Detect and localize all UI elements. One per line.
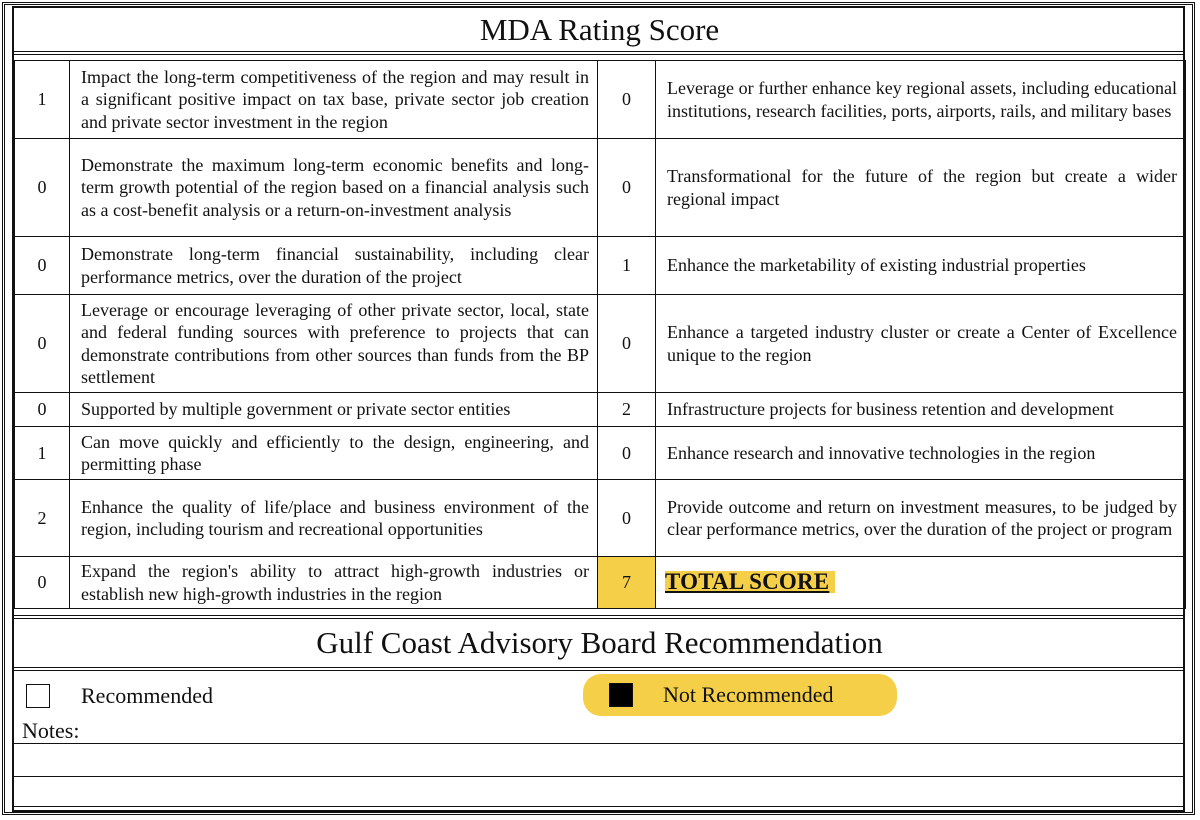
recommended-label: Recommended [81,683,213,708]
table-row [15,557,1186,609]
not-recommended-option[interactable] [583,674,897,716]
left-criterion: Supported by multiple government or private sector entities [70,393,598,427]
page-title: MDA Rating Score [14,8,1185,55]
recommended-checkbox[interactable] [26,684,50,708]
table-row [15,237,1186,295]
left-criterion: Enhance the quality of life/place and business environment of the region, including tourism and recreational opportunities [70,480,598,557]
right-score: 1 [598,237,656,295]
recommended-option[interactable] [26,676,213,716]
left-criterion: Impact the long-term competitiveness of the region and may result in a significant positive impact on tax base, private sector job creation and private sector investment in the region [70,61,598,139]
left-criterion: Demonstrate long-term financial sustainability, including clear performance metrics, over the duration of the project [70,237,598,295]
table-row [15,393,1186,427]
left-score: 1 [15,427,70,480]
left-criterion: Demonstrate the maximum long-term economic benefits and long-term growth potential of the region based on a financial analysis such as a cost-benefit analysis or a return-on-investment analysis [70,139,598,237]
not-recommended-label: Not Recommended [663,682,834,707]
left-score: 0 [15,393,70,427]
table-row [15,61,1186,139]
right-criterion: Leverage or further enhance key regional assets, including educational institutions, research facilities, ports, airports, rails, and military bases [656,61,1186,139]
table-row [15,480,1186,557]
left-criterion: Leverage or encourage leveraging of other private sector, local, state and federal funding sources with preference to projects that can demonstrate contributions from other sources than funds from the BP settlement [70,295,598,393]
recommendation-title: Gulf Coast Advisory Board Recommendation [14,615,1185,671]
total-score-cell [656,557,1186,609]
right-criterion: Infrastructure projects for business retention and development [656,393,1186,427]
left-score: 2 [15,480,70,557]
notes-line [14,776,1185,777]
not-recommended-checkbox[interactable] [609,683,633,707]
left-score: 1 [15,61,70,139]
notes-line [14,806,1185,807]
left-score: 0 [15,557,70,609]
total-score-value: 7 [598,557,656,609]
notes-label: Notes: [22,718,80,743]
right-criterion: Enhance the marketability of existing industrial properties [656,237,1186,295]
right-score: 0 [598,61,656,139]
notes-line [14,743,1185,744]
total-score-label: TOTAL SCORE [665,571,835,594]
right-criterion: Transformational for the future of the region but create a wider regional impact [656,139,1186,237]
left-score: 0 [15,237,70,295]
table-row [15,427,1186,480]
right-criterion: Enhance research and innovative technologies in the region [656,427,1186,480]
right-score: 0 [598,139,656,237]
left-score: 0 [15,139,70,237]
right-score: 0 [598,295,656,393]
right-score: 0 [598,480,656,557]
table-row [15,295,1186,393]
left-criterion: Can move quickly and efficiently to the design, engineering, and permitting phase [70,427,598,480]
left-score: 0 [15,295,70,393]
rating-score-table [14,60,1186,609]
left-criterion: Expand the region's ability to attract high-growth industries or establish new high-growth industries in the region [70,557,598,609]
right-score: 0 [598,427,656,480]
right-criterion: Enhance a targeted industry cluster or create a Center of Excellence unique to the region [656,295,1186,393]
right-score: 2 [598,393,656,427]
right-criterion: Provide outcome and return on investment measures, to be judged by clear performance metrics, over the duration of the project or program [656,480,1186,557]
table-row [15,139,1186,237]
